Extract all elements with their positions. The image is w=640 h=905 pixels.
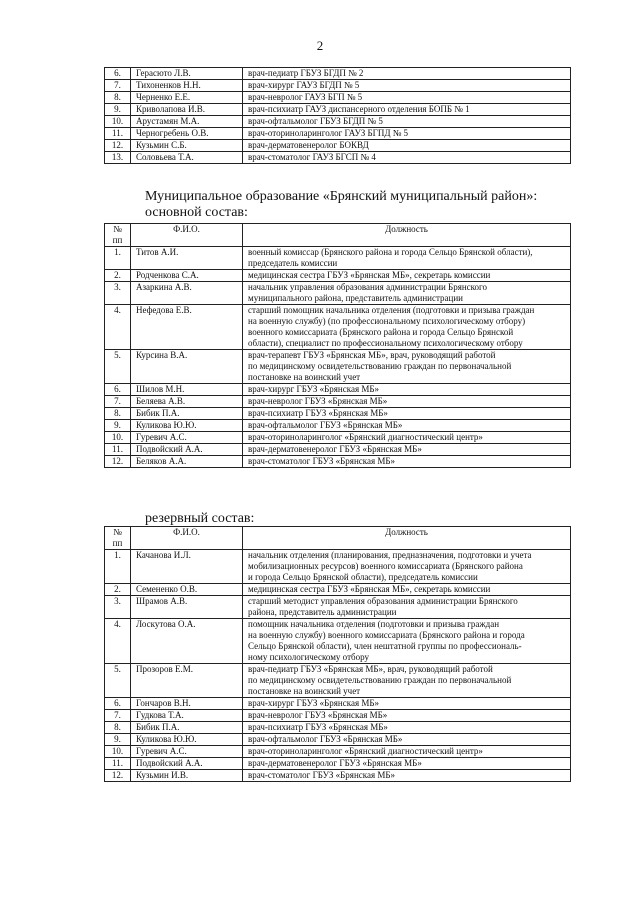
person-position: врач-психиатр ГБУЗ «Брянская МБ»	[243, 408, 571, 420]
person-position: врач-педиатр ГБУЗ «Брянская МБ», врач, руководящий работой по медицинскому освидетельствованию граждан по первоначальной постановке на воинский учет	[243, 664, 571, 698]
person-position: помощник начальника отделения (подготовки и призыва граждан на военную службу) военного комиссариата (Брянского района и города Сельцо Брянской области), член нештатной группы по профессиональ- ному психологическому отбору	[243, 619, 571, 664]
row-number: 8.	[105, 722, 131, 734]
person-position: медицинская сестра ГБУЗ «Брянская МБ», секретарь комиссии	[243, 270, 571, 282]
person-name: Тихоненков Н.Н.	[131, 80, 243, 92]
person-position: врач-дерматовенеролог БОКВД	[243, 140, 571, 152]
person-name: Лоскутова О.А.	[131, 619, 243, 664]
person-name: Бибик П.А.	[131, 408, 243, 420]
row-number: 7.	[105, 396, 131, 408]
row-number: 10.	[105, 432, 131, 444]
person-position: врач-хирург ГБУЗ «Брянская МБ»	[243, 698, 571, 710]
table-row	[105, 384, 571, 396]
row-number: 7.	[105, 80, 131, 92]
person-name: Шилов М.Н.	[131, 384, 243, 396]
person-position: врач-оториноларинголог ГАУЗ БГПД № 5	[243, 128, 571, 140]
person-position: врач-психиатр ГБУЗ «Брянская МБ»	[243, 722, 571, 734]
person-name: Качанова И.Л.	[131, 550, 243, 584]
row-number: 10.	[105, 746, 131, 758]
header-position: Должность	[243, 527, 571, 550]
table-row	[105, 758, 571, 770]
section-subtitle-reserve-composition: резервный состав:	[145, 511, 255, 526]
table-header-row	[105, 527, 571, 550]
table-header-row	[105, 224, 571, 247]
person-position: начальник управления образования администрации Брянского муниципального района, представитель администрации	[243, 282, 571, 305]
table-row	[105, 698, 571, 710]
main-composition-table	[104, 223, 571, 468]
commission-table-continued	[104, 67, 571, 164]
person-name: Черногребень О.В.	[131, 128, 243, 140]
row-number: 5.	[105, 350, 131, 384]
table-row	[105, 140, 571, 152]
row-number: 2.	[105, 270, 131, 282]
row-number: 12.	[105, 456, 131, 468]
row-number: 12.	[105, 140, 131, 152]
row-number: 1.	[105, 247, 131, 270]
table-row	[105, 247, 571, 270]
person-name: Гуревич А.С.	[131, 746, 243, 758]
person-position: медицинская сестра ГБУЗ «Брянская МБ», секретарь комиссии	[243, 584, 571, 596]
row-number: 9.	[105, 734, 131, 746]
table-row	[105, 396, 571, 408]
row-number: 6.	[105, 698, 131, 710]
person-name: Беляков А.А.	[131, 456, 243, 468]
row-number: 6.	[105, 384, 131, 396]
table-row	[105, 550, 571, 584]
row-number: 6.	[105, 68, 131, 80]
person-position: врач-стоматолог ГБУЗ «Брянская МБ»	[243, 770, 571, 782]
table-row	[105, 444, 571, 456]
person-name: Курсина В.А.	[131, 350, 243, 384]
row-number: 4.	[105, 305, 131, 350]
row-number: 13.	[105, 152, 131, 164]
person-position: врач-невролог ГАУЗ БГП № 5	[243, 92, 571, 104]
person-position: врач-хирург ГБУЗ «Брянская МБ»	[243, 384, 571, 396]
section-title-municipality: Муниципальное образование «Брянский муниципальный район»:	[145, 189, 538, 204]
section-subtitle-main-composition: основной состав:	[145, 205, 248, 220]
header-position: Должность	[243, 224, 571, 247]
person-name: Кузьмин С.Б.	[131, 140, 243, 152]
table-row	[105, 128, 571, 140]
person-position: начальник отделения (планирования, предназначения, подготовки и учета мобилизационных ресурсов) военного комиссариата (Брянского района и города Сельцо Брянской области), председатель комиссии	[243, 550, 571, 584]
table-row	[105, 420, 571, 432]
table-row	[105, 350, 571, 384]
person-name: Кузьмин И.В.	[131, 770, 243, 782]
table-row	[105, 746, 571, 758]
header-num: № пп	[105, 224, 131, 247]
person-name: Гуревич А.С.	[131, 432, 243, 444]
row-number: 4.	[105, 619, 131, 664]
person-name: Криволапова И.В.	[131, 104, 243, 116]
table-row	[105, 152, 571, 164]
person-name: Куликова Ю.Ю.	[131, 420, 243, 432]
person-name: Гудкова Т.А.	[131, 710, 243, 722]
table-row	[105, 734, 571, 746]
person-position: врач-хирург ГАУЗ БГДП № 5	[243, 80, 571, 92]
person-name: Герасюто Л.В.	[131, 68, 243, 80]
person-name: Черненко Е.Е.	[131, 92, 243, 104]
person-position: врач-оториноларинголог «Брянский диагностический центр»	[243, 746, 571, 758]
row-number: 10.	[105, 116, 131, 128]
person-name: Шрамов А.В.	[131, 596, 243, 619]
row-number: 9.	[105, 104, 131, 116]
row-number: 9.	[105, 420, 131, 432]
person-name: Подвойский А.А.	[131, 758, 243, 770]
row-number: 11.	[105, 128, 131, 140]
person-position: врач-терапевт ГБУЗ «Брянская МБ», врач, руководящий работой по медицинскому освидетельствованию граждан по первоначальной постановке на воинский учет	[243, 350, 571, 384]
person-position: врач-дерматовенеролог ГБУЗ «Брянская МБ»	[243, 758, 571, 770]
table-row	[105, 584, 571, 596]
person-name: Гончаров В.Н.	[131, 698, 243, 710]
table-row	[105, 305, 571, 350]
person-position: врач-стоматолог ГБУЗ «Брянская МБ»	[243, 456, 571, 468]
person-name: Куликова Ю.Ю.	[131, 734, 243, 746]
person-position: старший помощник начальника отделения (подготовки и призыва граждан на военную службу) (по профессиональному психологическому отбору) военного комиссариата (Брянского района и города Сельцо Брянской области), специалист по профессиональному психологическому отбору	[243, 305, 571, 350]
person-position: врач-стоматолог ГАУЗ БГСП № 4	[243, 152, 571, 164]
person-position: врач-офтальмолог ГБУЗ «Брянская МБ»	[243, 734, 571, 746]
row-number: 12.	[105, 770, 131, 782]
row-number: 11.	[105, 758, 131, 770]
row-number: 3.	[105, 282, 131, 305]
row-number: 2.	[105, 584, 131, 596]
table-row	[105, 456, 571, 468]
person-position: врач-невролог ГБУЗ «Брянская МБ»	[243, 710, 571, 722]
row-number: 8.	[105, 408, 131, 420]
table-row	[105, 104, 571, 116]
table-row	[105, 116, 571, 128]
table-row	[105, 92, 571, 104]
table-row	[105, 80, 571, 92]
person-position: врач-офтальмолог ГБУЗ БГДП № 5	[243, 116, 571, 128]
person-position: врач-невролог ГБУЗ «Брянская МБ»	[243, 396, 571, 408]
person-name: Беляева А.В.	[131, 396, 243, 408]
table-row	[105, 596, 571, 619]
person-name: Соловьева Т.А.	[131, 152, 243, 164]
header-name: Ф.И.О.	[131, 224, 243, 247]
table-row	[105, 408, 571, 420]
table-row	[105, 432, 571, 444]
row-number: 5.	[105, 664, 131, 698]
table-row	[105, 270, 571, 282]
person-position: военный комиссар (Брянского района и города Сельцо Брянской области), председатель комиссии	[243, 247, 571, 270]
header-name: Ф.И.О.	[131, 527, 243, 550]
person-name: Бибик П.А.	[131, 722, 243, 734]
table-row	[105, 282, 571, 305]
page-number: 2	[316, 38, 324, 53]
person-name: Арустамян М.А.	[131, 116, 243, 128]
row-number: 7.	[105, 710, 131, 722]
table-row	[105, 68, 571, 80]
row-number: 8.	[105, 92, 131, 104]
table-row	[105, 619, 571, 664]
row-number: 3.	[105, 596, 131, 619]
person-position: врач-дерматовенеролог ГБУЗ «Брянская МБ»	[243, 444, 571, 456]
person-position: врач-офтальмолог ГБУЗ «Брянская МБ»	[243, 420, 571, 432]
person-name: Семененко О.В.	[131, 584, 243, 596]
person-name: Родченкова С.А.	[131, 270, 243, 282]
person-name: Азаркина А.В.	[131, 282, 243, 305]
table-row	[105, 710, 571, 722]
person-position: врач-оториноларинголог «Брянский диагностический центр»	[243, 432, 571, 444]
person-name: Подвойский А.А.	[131, 444, 243, 456]
table-row	[105, 722, 571, 734]
person-position: врач-педиатр ГБУЗ БГДП № 2	[243, 68, 571, 80]
person-name: Титов А.И.	[131, 247, 243, 270]
person-name: Прозоров Е.М.	[131, 664, 243, 698]
person-name: Нефедова Е.В.	[131, 305, 243, 350]
row-number: 1.	[105, 550, 131, 584]
reserve-composition-table	[104, 526, 571, 782]
person-position: старший методист управления образования администрации Брянского района, представитель администрации	[243, 596, 571, 619]
person-position: врач-психиатр ГАУЗ диспансерного отделения БОПБ № 1	[243, 104, 571, 116]
header-num: № пп	[105, 527, 131, 550]
table-row	[105, 770, 571, 782]
table-row	[105, 664, 571, 698]
row-number: 11.	[105, 444, 131, 456]
